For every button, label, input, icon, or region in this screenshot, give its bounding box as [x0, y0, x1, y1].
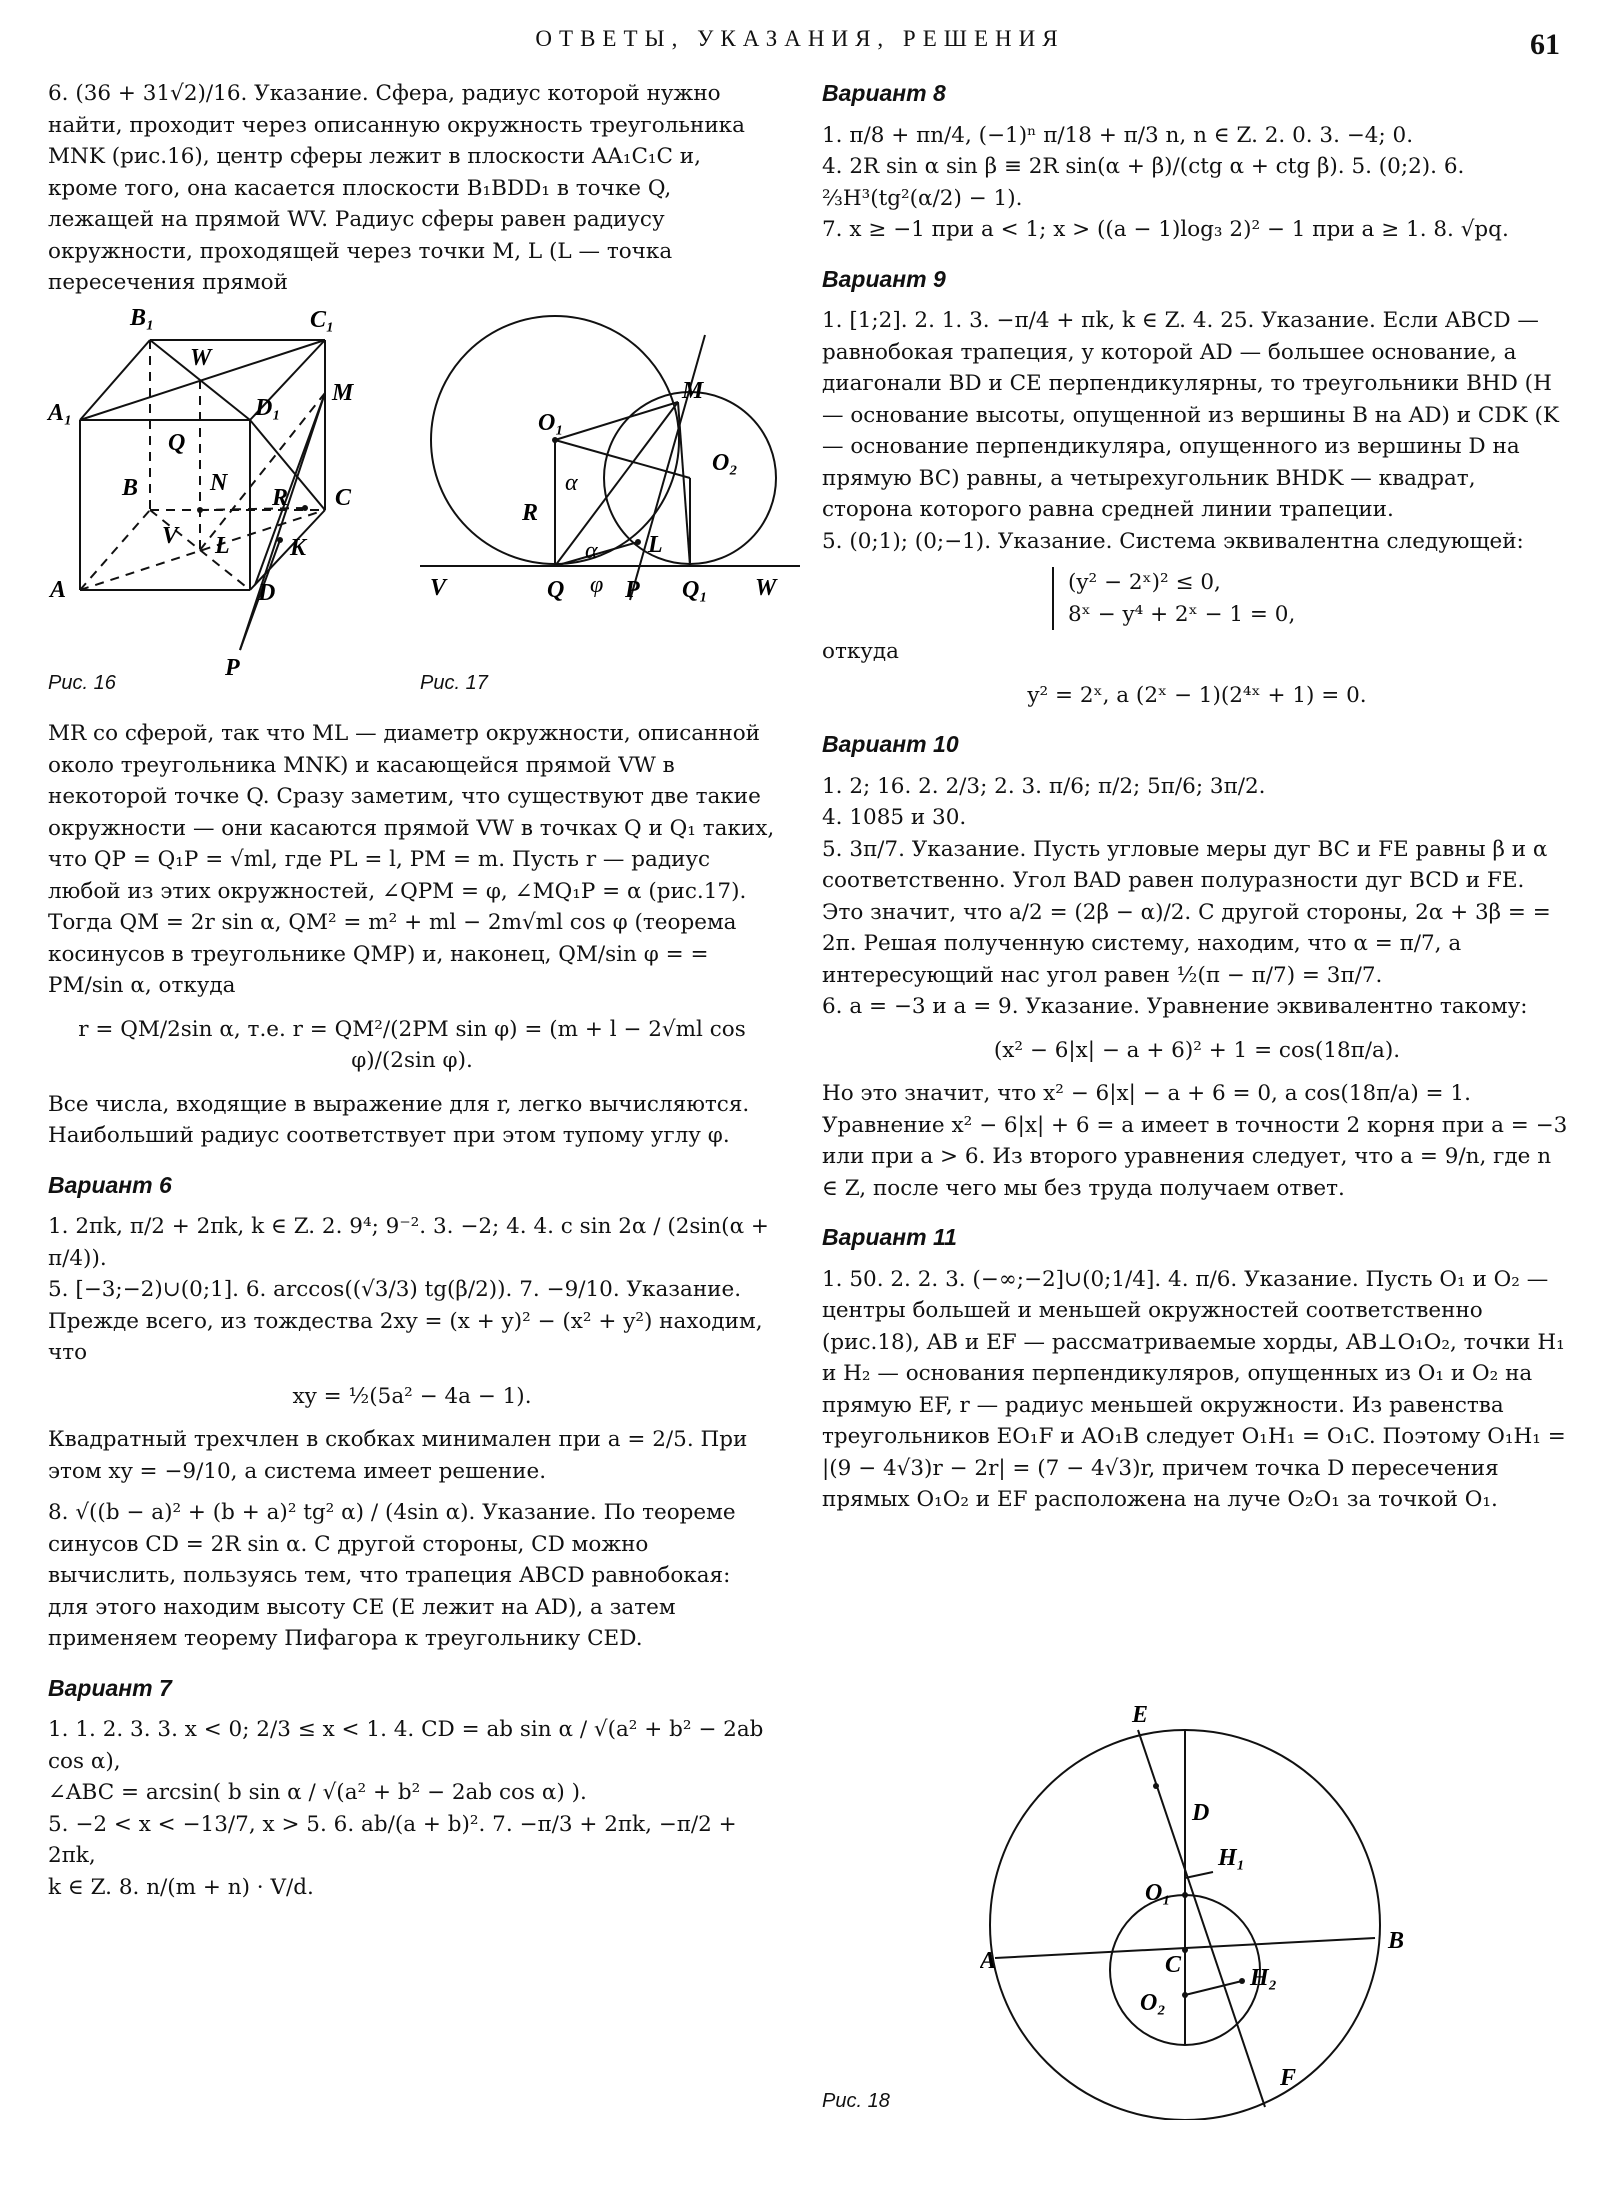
label-alpha-bottom: α — [585, 538, 598, 564]
variant-6-equation: xy = ½(5a² − 4a − 1). — [292, 1383, 532, 1409]
variant-8-answers-2: 4. 2R sin α sin β ≡ 2R sin(α + β)/(ctg α + ctg β). 5. (0;2). 6. ⅔H³(tg²(α/2) − 1). — [822, 154, 1465, 211]
label-M: M — [682, 378, 704, 404]
label-B: B — [1388, 1928, 1405, 1954]
variant-6-answers-1: 1. 2πk, π/2 + 2πk, k ∈ Z. 2. 9⁴; 9⁻². 3. −2; 4. 4. c sin 2α / (2sin(α + π/4)). — [48, 1214, 769, 1271]
variant-6-heading: Вариант 6 — [48, 1171, 172, 1198]
variant-10-answers-4: 6. a = −3 и a = 9. Указание. Уравнение эквивалентно такому: — [822, 994, 1528, 1019]
variant-7-answers-4: k ∈ Z. 8. n/(m + n) · V/d. — [48, 1874, 314, 1900]
variant-10-heading: Вариант 10 — [822, 731, 959, 757]
label-P: P — [225, 655, 240, 681]
label-alpha-top: α — [565, 470, 578, 496]
left-column-continued — [48, 718, 776, 1903]
label-W: W — [755, 575, 777, 601]
figure-18-circles — [980, 1700, 1420, 2120]
variant-9-answers-1: 1. [1;2]. 2. 1. 3. −π/4 + πk, k ∈ Z. 4. 25. Указание. Если ABCD — равнобокая трапеция, у которой AD — большее основание, а диагонали BD и CE перпендикулярны, то треугольники BHD (H — основание высоты, опущенной из вершины B на AD) и CDK (K — основание перпендикуляра, опущенного из вершины D на прямую BC) равны, а четырехугольник BHDK — квадрат, сторона которого равна средней линии трапеции. — [822, 308, 1559, 522]
label-V: V — [162, 523, 179, 549]
label-O2: O₂ — [1140, 1990, 1166, 2016]
label-F: F — [1280, 2065, 1297, 2091]
figure-17-caption: Рис. 17 — [420, 672, 488, 694]
variant-10-answers-2: 4. 1085 и 30. — [822, 805, 967, 830]
label-C1: C₁ — [310, 307, 335, 333]
left-column — [48, 78, 776, 299]
variant-10-answers-1: 1. 2; 16. 2. 2/3; 2. 3. π/6; π/2; 5π/6; 3π/2. — [822, 773, 1266, 799]
variant-6-answers-4: 8. √((b − a)² + (b + a)² tg² α) / (4sin α). Указание. По теореме синусов CD = 2R sin α. С другой стороны, CD можно вычислить, пользуясь тем, что трапеция ABCD равнобокая: для этого находим высоту CE (E лежит на AD), а затем применяем теорему Пифагора к треугольнику CED. — [48, 1500, 736, 1651]
running-header: ОТВЕТЫ, УКАЗАНИЯ, РЕШЕНИЯ — [535, 26, 1065, 51]
variant-7-answers-2: ∠ABC = arcsin( b sin α / √(a² + b² − 2ab cos α) ). — [48, 1780, 587, 1805]
label-D: D — [258, 580, 276, 606]
label-B1: B₁ — [130, 305, 155, 331]
variant-6-answers-3: Квадратный трехчлен в скобках минимален при a = 2/5. При этом xy = −9/10, а система имеет решение. — [48, 1427, 748, 1484]
label-O2: O₂ — [712, 450, 738, 476]
figure-17-circles — [420, 300, 800, 670]
variant-9-equation: y² = 2ˣ, а (2ˣ − 1)(2⁴ˣ + 1) = 0. — [1027, 682, 1367, 708]
variant-8-heading: Вариант 8 — [822, 80, 946, 106]
variant-10-equation: (x² − 6|x| − a + 6)² + 1 = cos(18π/a). — [993, 1037, 1401, 1063]
variant-9-answers-2: 5. (0;1); (0;−1). Указание. Система эквивалентна следующей: — [822, 528, 1524, 554]
label-D: D — [1192, 1800, 1210, 1826]
label-D1: D₁ — [255, 395, 281, 421]
label-L: L — [215, 533, 230, 559]
problem-6-continued: MR со сферой, так что ML — диаметр окружности, описанной около треугольника MNK) и касающейся прямой VW в некоторой точке Q. Сразу заметим, что существуют две такие окружности — они касаются прямой VW в точках Q и Q₁ таких, что QP = Q₁P = √ml, где PL = l, PM = m. Пусть r — радиус любой из этих окружностей, ∠QPM = φ, ∠MQ₁P = α (рис.17). Тогда QM = 2r sin α, QM² = m² + ml − 2m√ml cos φ (теорема косинусов в треугольнике QMP) и, наконец, QM/sin φ = = PM/sin α, откуда — [48, 721, 775, 998]
label-Q: Q — [168, 430, 186, 456]
variant-9-heading: Вариант 9 — [822, 265, 946, 292]
label-C: C — [335, 485, 352, 511]
variant-7-heading: Вариант 7 — [48, 1674, 172, 1701]
label-W: W — [190, 345, 212, 371]
label-A1: A₁ — [48, 400, 73, 426]
label-A: A — [50, 577, 67, 603]
label-R: R — [272, 485, 289, 511]
variant-6-answers-2: 5. [−3;−2)∪(0;1]. 6. arccos((√3/3) tg(β/2)). 7. −9/10. Указание. Прежде всего, из тождества 2xy = (x + y)² − (x² + y²) находим, что — [48, 1277, 763, 1365]
label-E: E — [1132, 1702, 1149, 1728]
label-R: R — [522, 500, 539, 526]
label-H1: H₁ — [1218, 1845, 1246, 1871]
label-K: K — [290, 535, 307, 561]
variant-10-answers-3: 5. 3π/7. Указание. Пусть угловые меры дуг BC и FE равны β и α соответственно. Угол BAD равен полуразности дуг BCD и FE. Это значит, что a/2 = (2β − α)/2. С другой стороны, 2α + 3β = = 2π. Решая полученную систему, находим, что α = π/7, а интересующий нас угол равен ½(π − π/7) = 3π/7. — [822, 836, 1551, 988]
label-M: M — [332, 380, 354, 406]
radius-equation: r = QM/2sin α, т.е. r = QM²/(2PM sin φ) = (m + l − 2√ml cos φ)/(2sin φ). — [78, 1016, 746, 1073]
system-line-1: (y² − 2ˣ)² ≤ 0, — [1068, 570, 1221, 595]
variant-7-answers-3: 5. −2 < x < −13/7, x > 5. 6. ab/(a + b)². 7. −π/3 + 2πk, −π/2 + 2πk, — [48, 1811, 737, 1868]
label-C: C — [1165, 1952, 1182, 1978]
right-column — [822, 78, 1572, 1516]
label-Q1: Q₁ — [682, 577, 708, 603]
label-V: V — [430, 575, 447, 601]
variant-9-system — [1052, 567, 1328, 630]
variant-11-answers-1: 1. 50. 2. 2. 3. (−∞;−2]∪(0;1/4]. 4. π/6. Указание. Пусть O₁ и O₂ — центры большей и меньшей окружностей соответственно (рис.18), AB и EF — рассматриваемые хорды, AB⊥O₁O₂, точки H₁ и H₂ — основания перпендикуляров, опущенных из O₁ и O₂ на прямую EF, r — радиус меньшей окружности. Из равенства треугольников EO₁F и AO₁B следует O₁H₁ = O₁C. Поэтому O₁H₁ = |(9 − 4√3)r − 2r| = (7 − 4√3)r, причем точка D пересечения прямых O₁O₂ и EF расположена на луче O₂O₁ за точкой O₁. — [822, 1266, 1566, 1512]
label-N: N — [210, 470, 228, 496]
figure-16-caption: Рис. 16 — [48, 672, 116, 694]
variant-8-answers-1: 1. π/8 + πn/4, (−1)ⁿ π/18 + π/3 n, n ∈ Z. 2. 0. 3. −4; 0. — [822, 122, 1414, 148]
system-line-2: 8ˣ − y⁴ + 2ˣ − 1 = 0, — [1068, 601, 1296, 627]
variant-10-answers-5: Но это значит, что x² − 6|x| − a + 6 = 0, а cos(18π/a) = 1. Уравнение x² − 6|x| + 6 = a имеет в точности 2 корня при a = −3 или при a > 6. Из второго уравнения следует, что a = 9/n, где n ∈ Z, после чего мы без труда получаем ответ. — [822, 1081, 1568, 1201]
label-L: L — [648, 532, 663, 558]
label-phi: φ — [590, 572, 604, 598]
variant-11-heading: Вариант 11 — [822, 1224, 957, 1250]
problem-6-conclusion: Все числа, входящие в выражение для r, легко вычисляются. Наибольший радиус соответствует при этом тупому углу φ. — [48, 1091, 750, 1148]
label-O1: O₁ — [538, 410, 564, 436]
figure-18-caption: Рис. 18 — [822, 2090, 890, 2112]
label-O1: O₁ — [1145, 1880, 1171, 1906]
label-P: P — [625, 577, 640, 603]
figure-16-cube — [40, 295, 410, 685]
label-B: B — [122, 475, 139, 501]
label-A: A — [980, 1948, 997, 1974]
page-number: 61 — [1530, 28, 1560, 61]
variant-9-answers-3: откуда — [822, 639, 899, 664]
problem-6-text: 6. (36 + 31√2)/16. Указание. Сфера, радиус которой нужно найти, проходит через описанную окружность треугольника MNK (рис.16), центр сферы лежит в плоскости AA₁C₁C и, кроме того, она касается плоскости B₁BDD₁ в точке Q, лежащей на прямой WV. Радиус сферы равен радиусу окружности, проходящей через точки M, L (L — точка пересечения прямой — [48, 81, 745, 295]
label-H2: H₂ — [1250, 1965, 1278, 1991]
variant-8-answers-3: 7. x ≥ −1 при a < 1; x > ((a − 1)log₃ 2)² − 1 при a ≥ 1. 8. √pq. — [822, 217, 1509, 242]
variant-7-answers-1: 1. 1. 2. 3. 3. x < 0; 2/3 ≤ x < 1. 4. CD = ab sin α / √(a² + b² − 2ab cos α), — [48, 1717, 764, 1774]
label-Q: Q — [547, 577, 565, 603]
